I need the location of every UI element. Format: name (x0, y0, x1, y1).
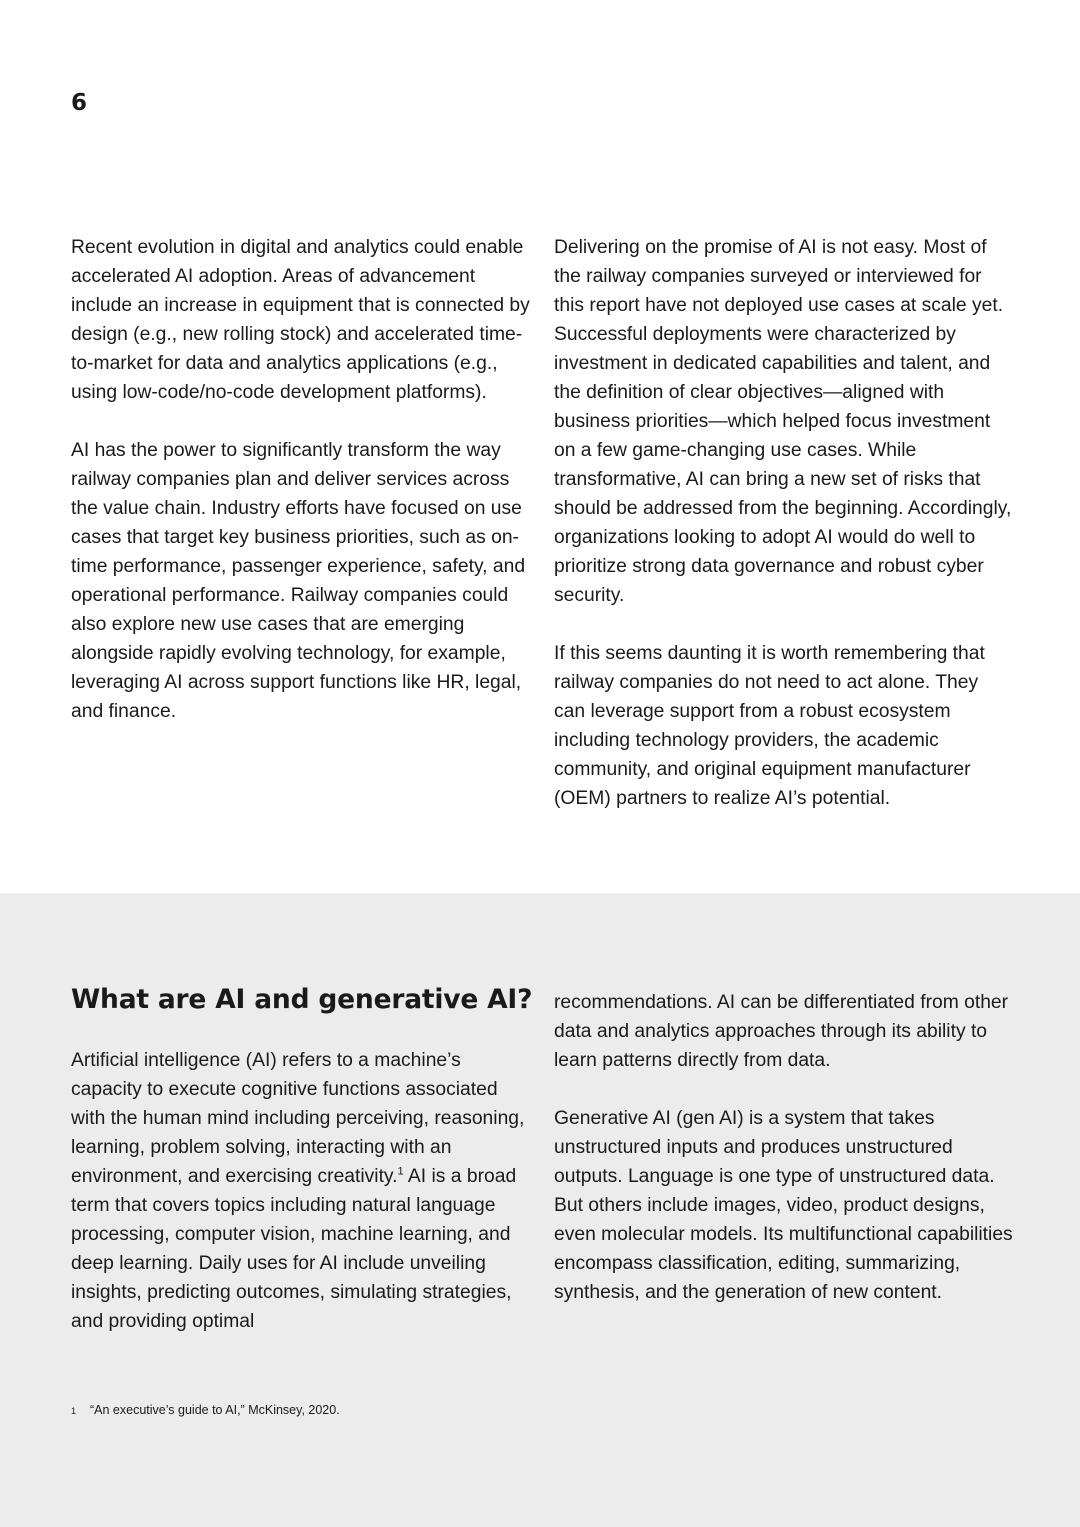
footnote-reference: 1 (397, 1165, 404, 1178)
paragraph: If this seems daunting it is worth remembering that railway companies do not need to act alone. They can leverage support from a robust ecosystem including technology providers, the academic community, and original equipment manufacturer (OEM) partners to realize AI’s potential. (554, 643, 985, 809)
paragraph (71, 1046, 531, 1336)
paragraph: Delivering on the promise of AI is not easy. Most of the railway companies surveyed or interviewed for this report have not deployed use cases at scale yet. Successful deployments were characterized by investment in dedicated capabilities and talent, and the definition of clear objectives—aligned with business priorities—which helped focus investment on a few game-changing use cases. While transformative, AI can bring a new set of risks that should be addressed from the beginning. Accordingly, organizations looking to adopt AI would do well to prioritize strong data governance and robust cyber security. (554, 237, 1012, 606)
intro-right-column (554, 233, 1014, 842)
paragraph-text: Artificial intelligence (AI) refers to a machine’s capacity to execute cognitive functions associated with the human mind including perceiving, reasoning, learning, problem solving, interacting with an environment, and exercising creativity. (71, 1050, 525, 1187)
paragraph: recommendations. AI can be differentiated from other data and analytics approaches through its ability to learn patterns directly from data. (554, 992, 1009, 1071)
footnote-number: 1 (71, 1406, 77, 1416)
footnote-text: “An executive’s guide to AI,” McKinsey, 2020. (90, 1403, 340, 1417)
box-right-column (554, 988, 1014, 1336)
definition-box (0, 893, 1080, 1527)
box-left-column (71, 1046, 531, 1365)
footnote (71, 1401, 340, 1420)
paragraph: Generative AI (gen AI) is a system that takes unstructured inputs and produces unstructured outputs. Language is one type of unstructured data. But others include images, video, product designs, even molecular models. Its multifunctional capabilities encompass classification, editing, summarizing, synthesis, and the generation of new content. (554, 1108, 1013, 1303)
page-number: 6 (71, 90, 88, 116)
paragraph-text: AI is a broad term that covers topics including natural language processing, computer vision, machine learning, and deep learning. Daily uses for AI include unveiling insights, predicting outcomes, simulating strategies, and providing optimal (71, 1166, 517, 1332)
paragraph: AI has the power to significantly transform the way railway companies plan and deliver services across the value chain. Industry efforts have focused on use cases that target key business priorities, such as on-time performance, passenger experience, safety, and operational performance. Railway companies could also explore new use cases that are emerging alongside rapidly evolving technology, for example, leveraging AI across support functions like HR, legal, and finance. (71, 440, 526, 722)
paragraph: Recent evolution in digital and analytics could enable accelerated AI adoption. Areas of advancement include an increase in equipment that is connected by design (e.g., new rolling stock) and accelerated time-to-market for data and analytics applications (e.g., using low-code/no-code development platforms). (71, 237, 530, 403)
box-title: What are AI and generative AI? (71, 984, 533, 1015)
intro-left-column (71, 233, 531, 755)
